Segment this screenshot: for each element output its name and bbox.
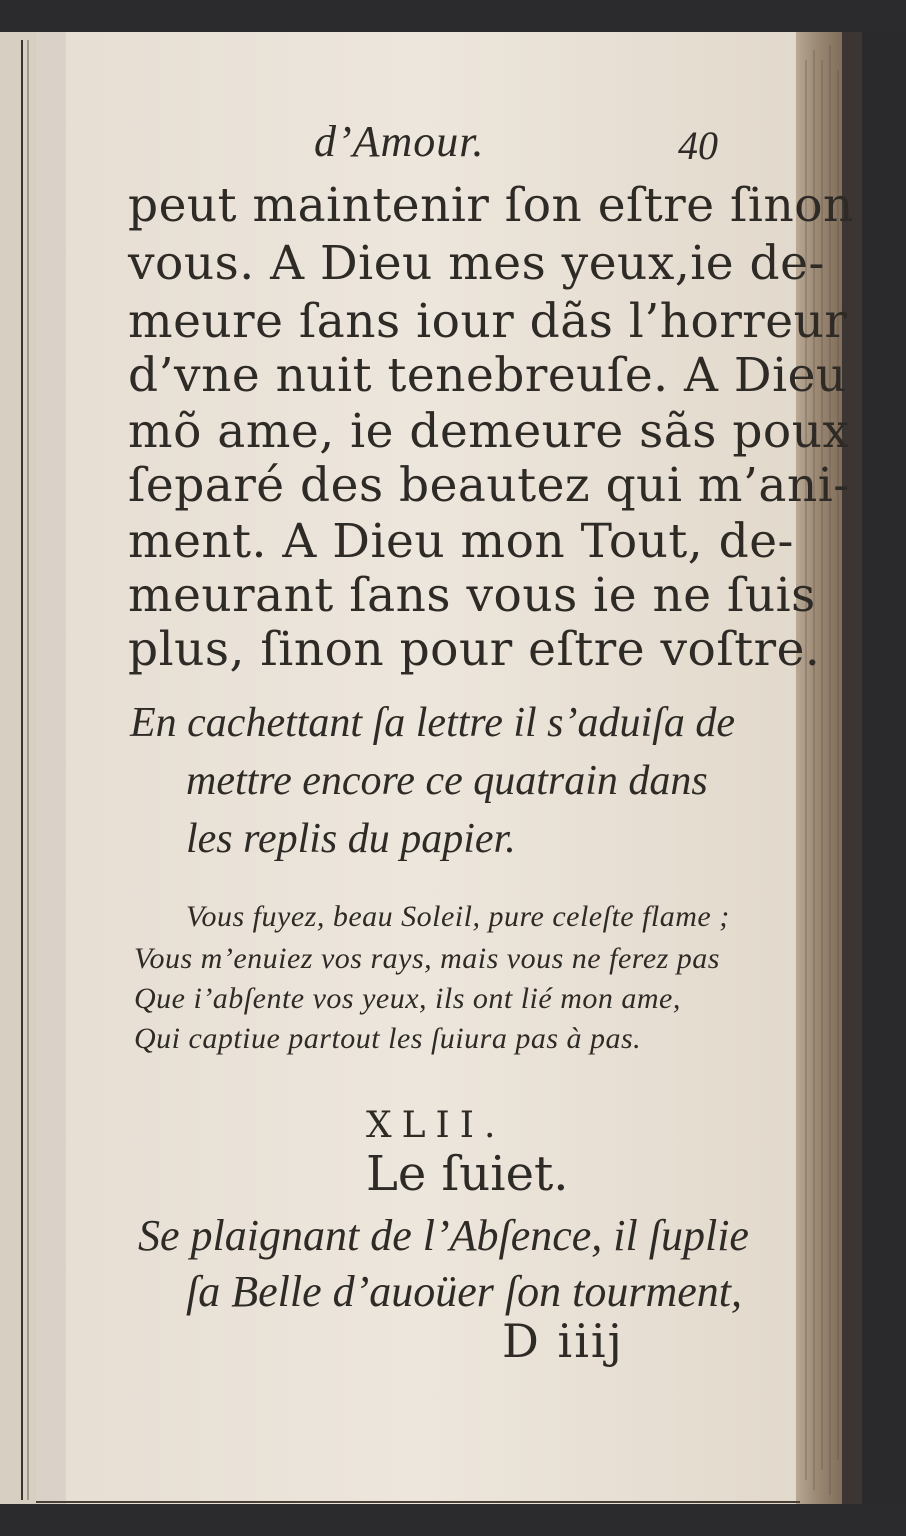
section-subject: Le ſuiet. [366, 1146, 569, 1202]
quatrain-line: Vous m’enuiez vos rays, mais vous ne ferez pas [134, 942, 720, 975]
section-intro-line: Se plaignant de l’Abſence, il ſuplie [138, 1211, 749, 1260]
quatrain-line: Que i’abſente vos yeux, ils ont lié mon ame, [134, 982, 681, 1015]
body-line: d’vne nuit tenebreuſe. A Dieu [128, 348, 847, 403]
italic-note-line: En cachettant ſa lettre il s’aduiſa de [130, 700, 735, 746]
signature-mark: D iiij [502, 1314, 624, 1368]
body-line: ment. A Dieu mon Tout, de- [128, 514, 794, 569]
italic-note-line: les replis du papier. [186, 816, 516, 862]
section-intro-line: ſa Belle d’auoüer ſon tourment, [186, 1267, 743, 1316]
body-line: meure ſans iour dãs l’horreur [128, 294, 848, 349]
italic-note-line: mettre encore ce quatrain dans [186, 758, 708, 804]
body-line: plus, ſinon pour eſtre voſtre. [128, 622, 821, 677]
body-line: peut maintenir ſon eſtre ſinon [128, 178, 854, 233]
quatrain-line: Qui captiue partout les ſuiura pas à pas. [134, 1022, 642, 1055]
body-line: ſeparé des beautez qui m’ani- [128, 458, 850, 513]
page-number: 40 [678, 123, 718, 168]
running-head: d’Amour. [314, 117, 485, 166]
body-line: mõ ame, ie demeure sãs poux [128, 404, 850, 459]
section-number: XLII. [366, 1105, 506, 1146]
quatrain-line: Vous fuyez, beau Soleil, pure celeſte flame ; [186, 900, 730, 933]
body-line: meurant ſans vous ie ne ſuis [128, 568, 816, 623]
body-line: vous. A Dieu mes yeux,ie de- [128, 236, 825, 291]
